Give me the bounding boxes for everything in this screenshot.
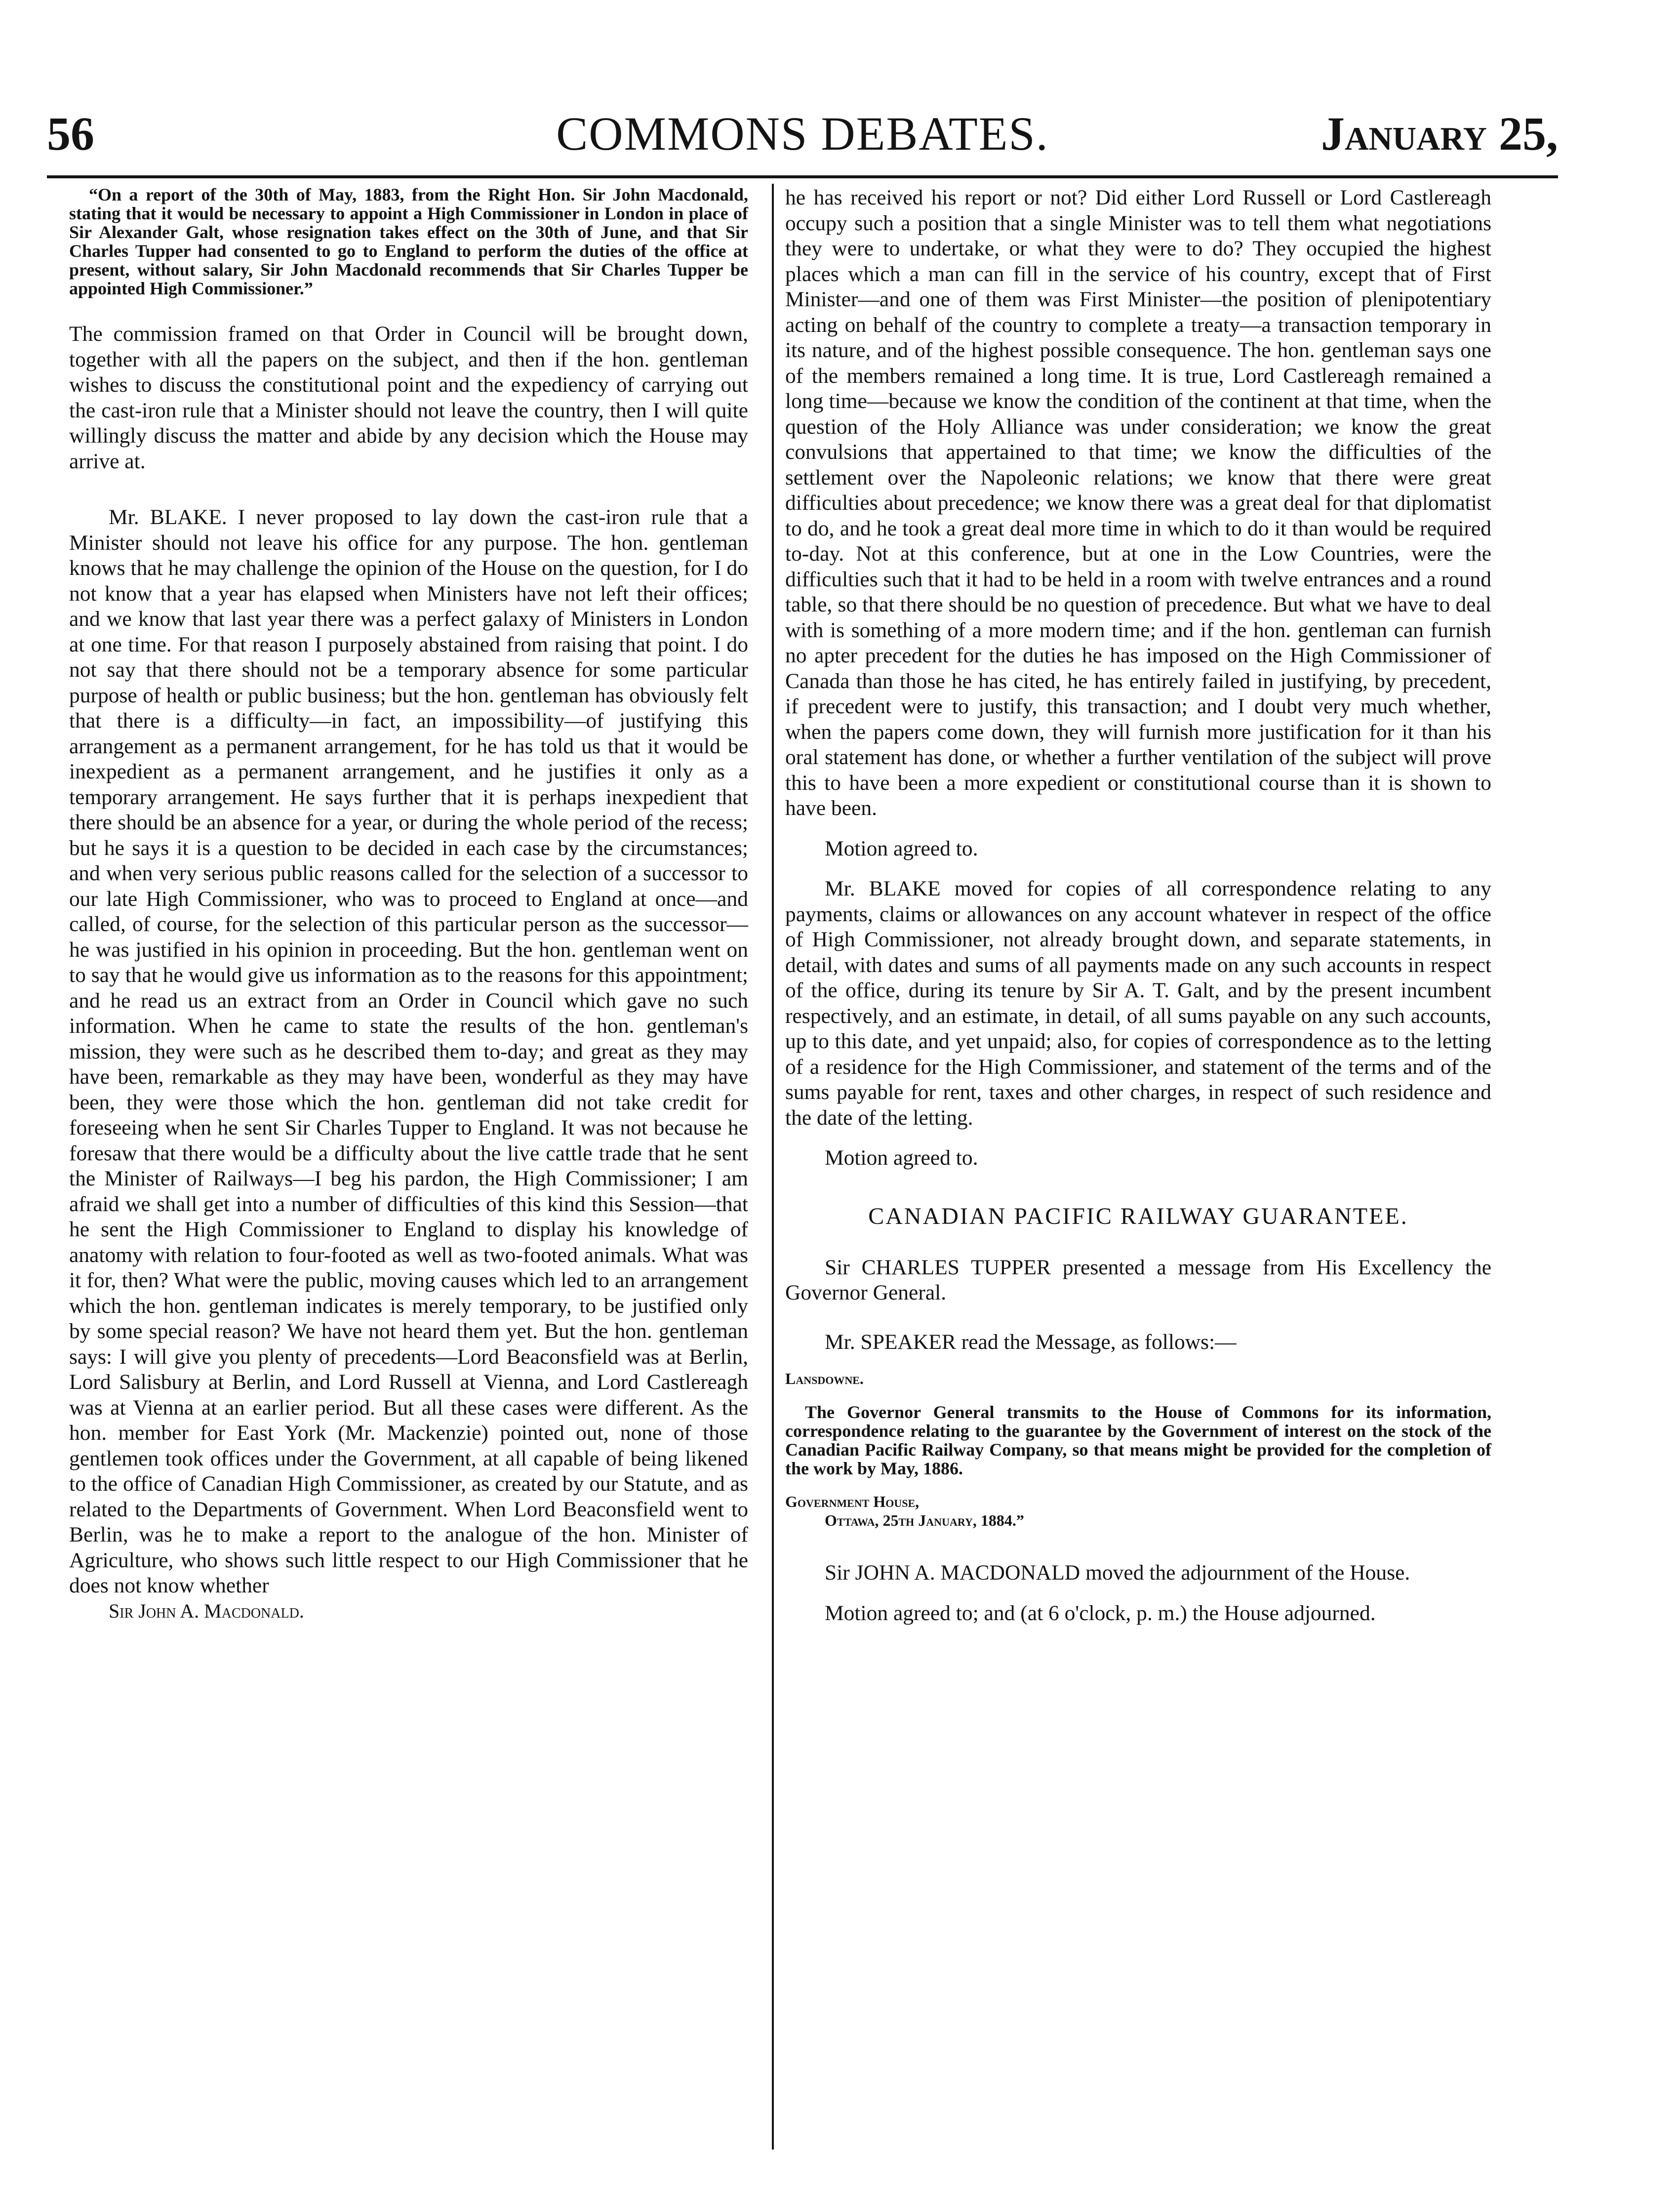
governor-message: The Governor General transmits to the House of Commons for its information, correspondence relating to the guarantee by the Government of interest on the stock of the Canadian Pacific Railway Company, so that means might be provided for the completion of the work by May, 1886. bbox=[785, 1402, 1491, 1478]
page-title: COMMONS DEBATES. bbox=[556, 107, 1049, 160]
speech-continuation: he has received his report or not? Did either Lord Russell or Lord Castlereagh occupy such a position that a single Minister was to tell them what negotiations they were to undertake, or what they were to do? They occupied the highest places which a man can fill in the service of his country, except that of First Minister—and one of them was First Minister—the position of plenipotentiary acting on behalf of the country to complete a treaty—a transaction temporary in its nature, and of the highest possible consequence. The hon. gentleman says one of the members remained a long time. It is true, Lord Castlereagh remained a long time—because we know the condition of the continent at that time, when the question of the Holy Alliance was under consideration; we know the great convulsions that appertained to that time; we know the difficulties of the settlement over the Napoleonic relations; we know that there were great difficulties about precedence; we know there was a great deal for that diplomatist to do, and he took a great deal more time in which to do it than would be required to-day. Not at this conference, but at one in the Low Countries, were the difficulties such that it had to be held in a room with twelve entrances and a round table, so that there should be no question of precedence. But what we have to deal with is something of a more modern time; and if the hon. gentleman can furnish no apter precedent for the duties he has imposed on the High Commissioner of Canada than those he has cited, he has entirely failed in justifying, by precedent, if precedent were to justify, this transaction; and I doubt very much whether, when the papers come down, they will furnish more justification for it than his oral statement has done, or whether a further ventilation of the subject will prove this to have been a more expedient or constitutional course than it is shown to have been. bbox=[785, 186, 1491, 820]
motion-result: Motion agreed to. bbox=[825, 1146, 978, 1170]
blake-motion: Mr. BLAKE moved for copies of all correspondence relating to any payments, claims or allowances on any account whatever in respect of the office of High Commissioner, not already brought down, and separate statements, in detail, with dates and sums of all payments made on any such accounts in respect of the office, during its tenure by Sir A. T. Galt, and by the present incumbent respectively, and an estimate, in detail, of all sums payable on any such accounts, up to this date, and yet unpaid; also, for copies of correspondence as to the letting of a residence for the High Commissioner, and statement of the terms and of the sums payable for rent, taxes and other charges, in respect of such residence and the date of the letting. bbox=[785, 877, 1491, 1130]
government-house: Government House, bbox=[785, 1493, 920, 1510]
speaker-reads: Mr. SPEAKER read the Message, as follows:— bbox=[825, 1330, 1237, 1354]
tupper-message: Sir CHARLES TUPPER presented a message from His Excellency the Governor General. bbox=[785, 1255, 1491, 1304]
column-divider bbox=[772, 184, 774, 2150]
lansdowne-signature: Lansdowne. bbox=[785, 1370, 864, 1387]
adjournment-result: Motion agreed to; and (at 6 o'clock, p. m.) the House adjourned. bbox=[825, 1601, 1376, 1625]
header-rule bbox=[47, 175, 1558, 178]
order-in-council-quote: “On a report of the 30th of May, 1883, from the Right Hon. Sir John Macdonald, stating that it would be necessary to appoint a High Commissioner in London in place of Sir Alexander Galt, whose resignation takes effect on the 30th of June, and that Sir Charles Tupper had consented to go to England to perform the duties of the office at present, without salary, Sir John Macdonald recommends that Sir Charles Tupper be appointed High Commissioner.” bbox=[69, 185, 748, 298]
left-column bbox=[69, 185, 748, 1624]
message-dateline: Ottawa, 25th January, 1884.” bbox=[825, 1511, 1024, 1529]
blake-speech: Mr. BLAKE. I never proposed to lay down the cast-iron rule that a Minister should not leave his office for any purpose. The hon. gentleman knows that he may challenge the opinion of the House on the question, for I do not know that a year has elapsed when Ministers have not left their offices; and we know that last year there was a perfect galaxy of Ministers in London at one time. For that reason I purposely abstained from raising that point. I do not say that there should not be a temporary absence for some particular purpose of health or public business; but the hon. gentleman has obviously felt that there is a difficulty—in fact, an impossibility—of justifying this arrangement as a permanent arrangement, for he has told us that it would be inexpedient as a permanent arrangement, and he justifies it only as a temporary arrangement. He says further that it is perhaps inexpedient that there should be an absence for a year, or during the whole period of the recess; but he says it is a question to be decided in each case by the circumstances; and when very serious public reasons called for the selection of a successor to our late High Commissioner, who was to proceed to England at once—and called, of course, for the selection of this particular person as the successor—he was justified in his opinion in proceeding. But the hon. gentleman went on to say that he would give us information as to the reasons for this appointment; and he read us an extract from an Order in Council which gave no such information. When he came to state the results of the hon. gentleman's mission, they were such as he described them to-day; and great as they may have been, remarkable as they may have been, wonderful as they may have been, they were those which the hon. gentleman did not take credit for foreseeing when he sent Sir Charles Tupper to England. It was not because he foresaw that there would be a difficulty about the live cattle trade that he sent the Minister of Railways—I beg his pardon, the High Commissioner; I am afraid we shall get into a number of difficulties of this kind this Session—that he sent the High Commissioner to England to display his knowledge of anatomy with relation to four-footed as well as two-footed animals. What was it for, then? What were the public, moving causes which led to an arrangement which the hon. gentleman indicates is merely temporary, to be justified only by some special reason? We have not heard them yet. But the hon. gentleman says: I will give you plenty of precedents—Lord Beaconsfield was at Berlin, Lord Salisbury at Berlin, and Lord Russell at Vienna, and Lord Castlereagh was at Vienna at an earlier period. But all these cases were different. As the hon. member for East York (Mr. Mackenzie) pointed out, none of those gentlemen took offices under the Government, at all capable of being likened to the office of Canadian High Commissioner, as created by our Statute, and as related to the Departments of Government. When Lord Beaconsfield went to Berlin, was he to make a report to the analogue of the hon. Minister of Agriculture, who shows such little respect to our High Commissioner that he does not know whether bbox=[69, 505, 748, 1597]
motion-result: Motion agreed to. bbox=[825, 836, 978, 860]
page-date: January 25, bbox=[1321, 107, 1558, 160]
section-heading: CANADIAN PACIFIC RAILWAY GUARANTEE. bbox=[868, 1203, 1408, 1229]
page-number: 56 bbox=[47, 107, 94, 160]
speaker-signature: Sir John A. Macdonald. bbox=[109, 1599, 304, 1622]
adjournment-motion: Sir JOHN A. MACDONALD moved the adjournment of the House. bbox=[825, 1561, 1410, 1585]
right-column bbox=[785, 185, 1491, 1626]
page-header bbox=[47, 106, 1558, 165]
speech-paragraph: The commission framed on that Order in Council will be brought down, together with all the papers on the subject, and then if the hon. gentleman wishes to discuss the constitutional point and the expediency of carrying out the cast-iron rule that a Minister should not leave the country, then I will quite willingly discuss the matter and abide by any decision which the House may arrive at. bbox=[69, 322, 748, 473]
